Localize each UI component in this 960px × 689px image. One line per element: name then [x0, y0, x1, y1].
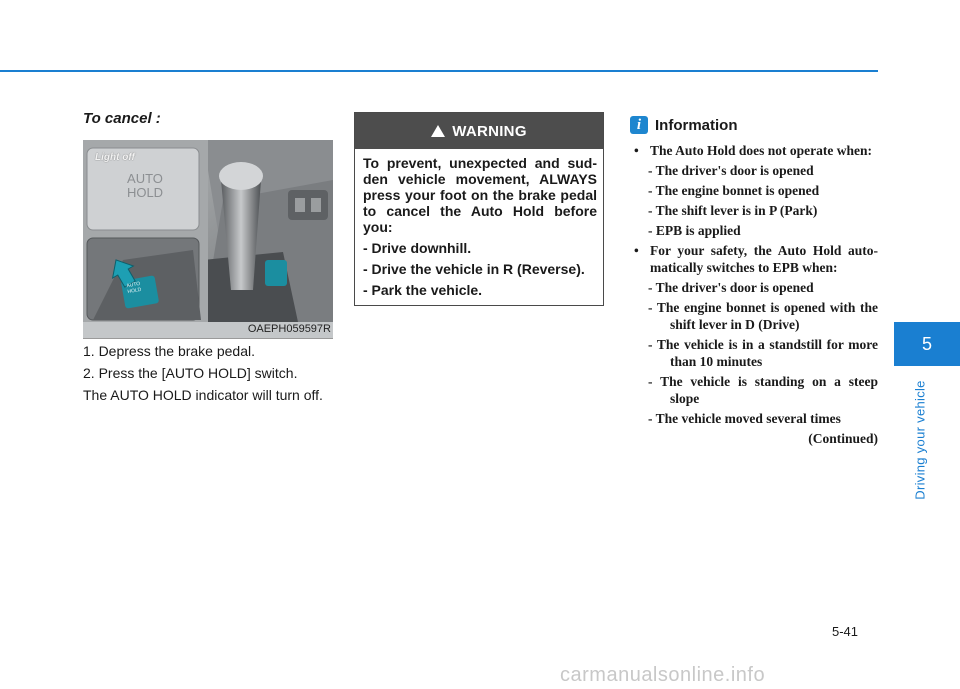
- continued-label: (Continued): [808, 431, 878, 446]
- warning-item: - Drive downhill.: [363, 240, 472, 256]
- info-item: - EPB is applied: [648, 223, 741, 238]
- console-illustration: [83, 140, 333, 322]
- info-item: - The shift lever is in P (Park): [648, 203, 818, 218]
- cancel-steps: [83, 342, 333, 408]
- page-number: 5-41: [832, 624, 859, 639]
- warning-item: - Park the vehicle.: [363, 282, 483, 298]
- indicator-line-2: HOLD: [126, 185, 164, 200]
- warning-item: - Drive the vehicle in R (Reverse).: [363, 261, 585, 277]
- warning-icon: [431, 125, 445, 137]
- info-item: - The vehicle is standing on a steep slope: [648, 374, 878, 406]
- step-1: 1. Depress the brake pedal.: [83, 343, 255, 359]
- warning-header: [355, 113, 603, 149]
- auto-hold-switch: [126, 281, 142, 295]
- chapter-label: [910, 380, 930, 500]
- watermark: carmanualsonline.info: [560, 664, 766, 686]
- chapter-tab: 5: [894, 322, 960, 366]
- switch-line-1: AUTO: [126, 280, 141, 290]
- warning-paragraph: To prevent, unexpected and sud-den vehicle movement, ALWAYS press your foot on the brake pedal to cancel the Auto Hold before you:: [363, 155, 597, 235]
- info-item: - The driver's door is opened: [648, 280, 814, 295]
- info-item: - The engine bonnet is opened with the shift lever in D (Drive): [648, 300, 878, 332]
- information-list: [630, 142, 878, 461]
- information-heading: [630, 116, 738, 134]
- step-result: The AUTO HOLD indicator will turn off.: [83, 387, 323, 403]
- auto-hold-figure: [83, 140, 333, 322]
- warning-box: [354, 112, 604, 306]
- info-item: - The vehicle moved several times: [648, 411, 841, 426]
- info-icon: i: [630, 116, 648, 134]
- info-item: - The vehicle is in a standstill for more than 10 minutes: [648, 337, 878, 369]
- information-title: Information: [655, 116, 738, 134]
- light-off-label: Light off: [95, 152, 135, 163]
- header-rule: [0, 70, 878, 72]
- info-bullet-1: • The Auto Hold does not operate when:: [630, 142, 878, 159]
- warning-title: WARNING: [452, 122, 527, 140]
- figure-code-bar: [83, 322, 333, 339]
- info-bullet-2: • For your safety, the Auto Hold auto-matically switches to EPB when:: [630, 242, 878, 276]
- info-item: - The driver's door is opened: [648, 163, 814, 178]
- section-heading: To cancel :: [83, 110, 161, 127]
- auto-hold-indicator: [121, 172, 169, 200]
- info-item: - The engine bonnet is opened: [648, 183, 820, 198]
- indicator-line-1: AUTO: [127, 171, 163, 186]
- switch-line-2: HOLD: [127, 286, 142, 296]
- figure-code: OAEPH059597R: [247, 323, 331, 335]
- chapter-label-text: Driving your vehicle: [912, 380, 928, 500]
- warning-body: [355, 149, 603, 298]
- step-2: 2. Press the [AUTO HOLD] switch.: [83, 365, 298, 381]
